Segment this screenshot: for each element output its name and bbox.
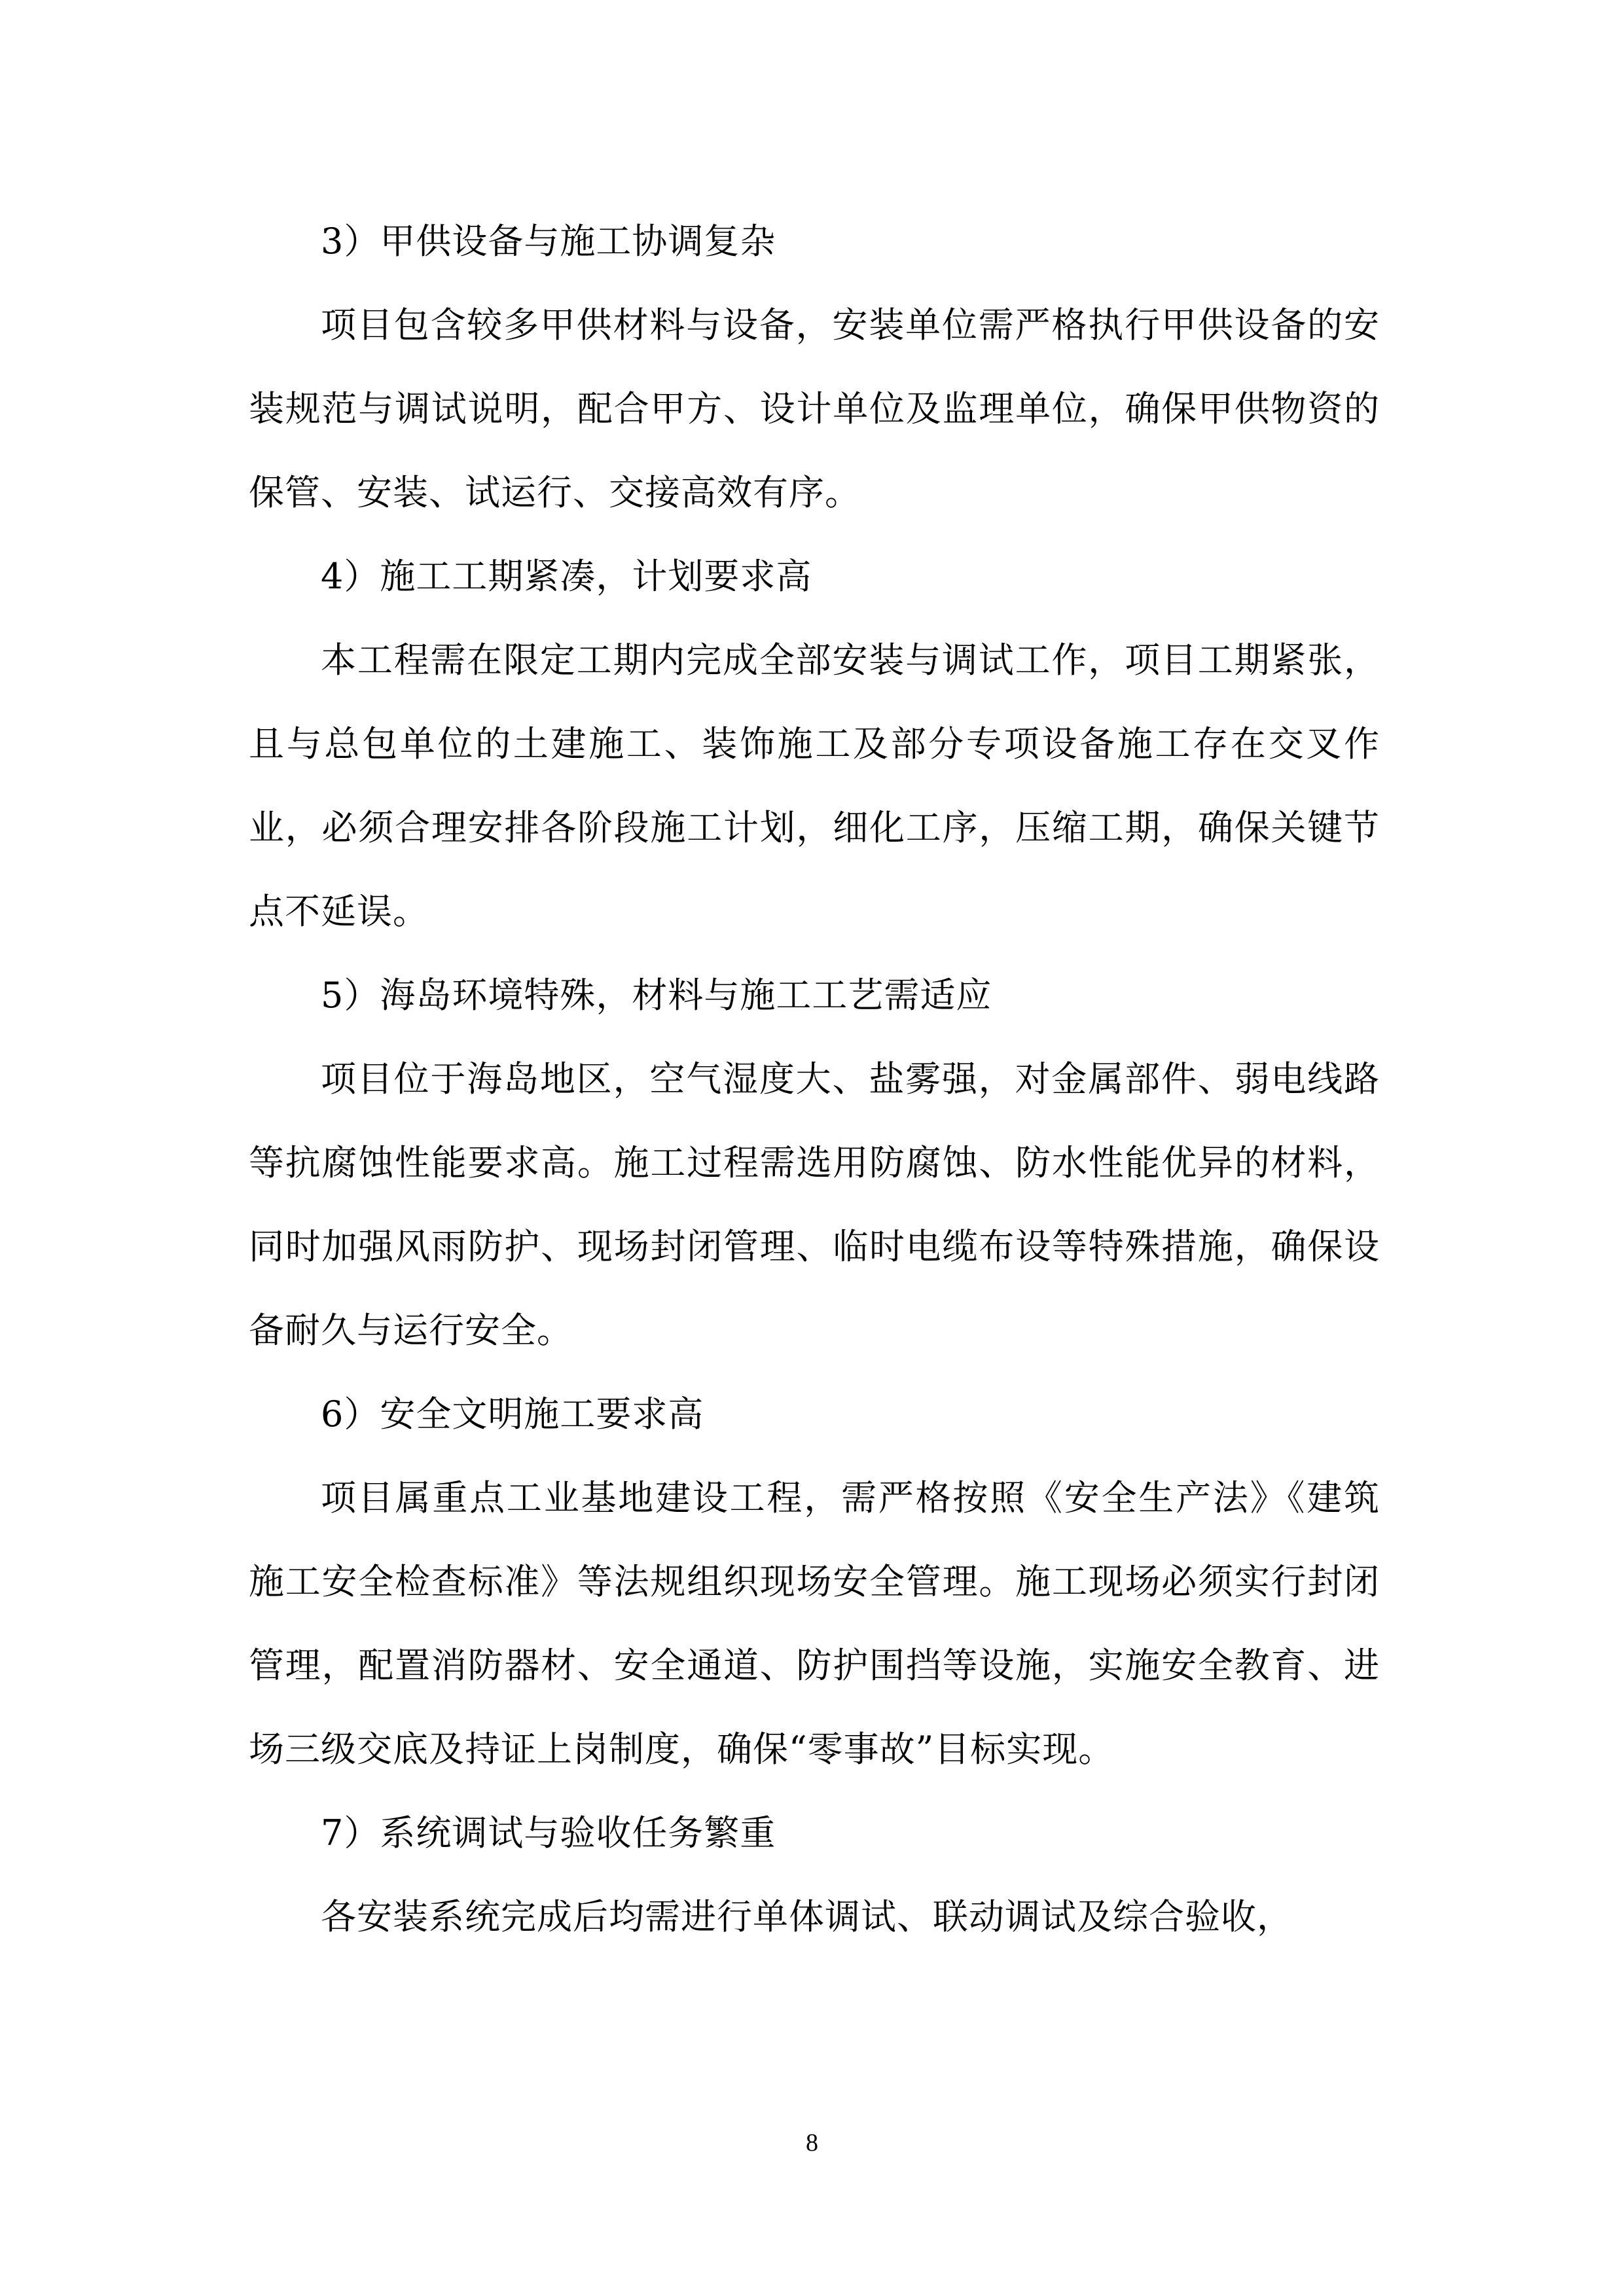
section-body-5: 项目位于海岛地区，空气湿度大、盐雾强，对金属部件、弱电线路等抗腐蚀性能要求高。施工过程需选用防腐蚀、防水性能优异的材料，同时加强风雨防护、现场封闭管理、临时电缆布设等特殊措施，确保设备耐久与运行安全。 <box>249 1058 1380 1351</box>
section-heading-7: 7）系统调试与验收任务繁重 <box>321 1812 776 1854</box>
section-body-3: 项目包含较多甲供材料与设备，安装单位需严格执行甲供设备的安装规范与调试说明，配合甲方、设计单位及监理单位，确保甲供物资的保管、安装、试运行、交接高效有序。 <box>249 304 1380 513</box>
page-number: 8 <box>806 2129 818 2157</box>
page-content <box>249 200 1380 1959</box>
section-body-7: 各安装系统完成后均需进行单体调试、联动调试及综合验收， <box>321 1896 1293 1937</box>
section-body-4: 本工程需在限定工期内完成全部安装与调试工作，项目工期紧张，且与总包单位的土建施工、装饰施工及部分专项设备施工存在交叉作业，必须合理安排各阶段施工计划，细化工序，压缩工期，确保关键节点不延误。 <box>249 639 1380 932</box>
section-body-6: 项目属重点工业基地建设工程，需严格按照《安全生产法》《建筑施工安全检查标准》等法规组织现场安全管理。施工现场必须实行封闭管理，配置消防器材、安全通道、防护围挡等设施，实施安全教育、进场三级交底及持证上岗制度，确保“零事故”目标实现。 <box>249 1477 1380 1770</box>
section-heading-4: 4）施工工期紧凑，计划要求高 <box>321 556 812 597</box>
section-heading-3: 3）甲供设备与施工协调复杂 <box>321 221 776 262</box>
section-heading-6: 6）安全文明施工要求高 <box>321 1393 704 1435</box>
section-heading-5: 5）海岛环境特殊，材料与施工工艺需适应 <box>321 975 992 1016</box>
